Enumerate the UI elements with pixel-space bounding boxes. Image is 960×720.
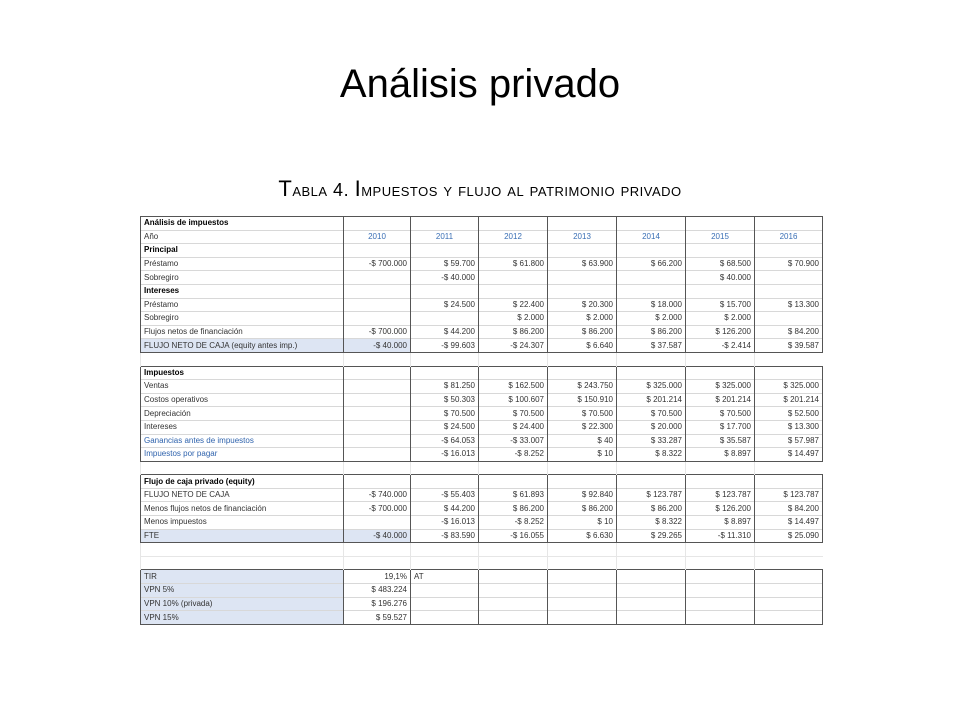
- value-cell: -$ 16.013: [411, 448, 479, 462]
- empty-cell: [617, 217, 686, 231]
- caption-word: abla 4.: [292, 180, 355, 200]
- value-cell: -$ 2.414: [686, 339, 755, 353]
- empty-cell: [755, 461, 823, 475]
- empty-cell: [411, 475, 479, 489]
- value-cell: $ 70.500: [411, 407, 479, 421]
- empty-cell: [548, 475, 617, 489]
- result-value: $ 59.527: [344, 611, 411, 625]
- value-cell: $ 61.800: [479, 257, 548, 271]
- value-cell: $ 14.497: [755, 448, 823, 462]
- empty-cell: [686, 217, 755, 231]
- result-note: [411, 584, 479, 598]
- value-cell: -$ 24.307: [479, 339, 548, 353]
- empty-cell: [548, 543, 617, 557]
- empty-cell: [686, 352, 755, 366]
- section-title-row: [141, 217, 823, 231]
- value-cell: -$ 33.007: [479, 434, 548, 448]
- value-cell: [344, 434, 411, 448]
- value-cell: -$ 8.252: [479, 448, 548, 462]
- row-label: FTE: [141, 529, 344, 543]
- empty-cell: [548, 366, 617, 380]
- result-row: [141, 611, 823, 625]
- caption-initial: T: [278, 176, 293, 201]
- empty-cell: [141, 556, 344, 570]
- value-cell: $ 84.200: [755, 325, 823, 339]
- value-cell: $ 8.897: [686, 516, 755, 530]
- value-cell: -$ 11.310: [686, 529, 755, 543]
- empty-cell: [479, 461, 548, 475]
- value-cell: [344, 393, 411, 407]
- value-cell: [479, 271, 548, 285]
- empty-cell: [617, 543, 686, 557]
- table-row: [141, 448, 823, 462]
- empty-cell: [617, 570, 686, 584]
- empty-row: [141, 543, 823, 557]
- year-cell: 2011: [411, 230, 479, 244]
- empty-cell: [479, 352, 548, 366]
- value-cell: $ 86.200: [479, 325, 548, 339]
- value-cell: $ 22.300: [548, 420, 617, 434]
- table-row: [141, 271, 823, 285]
- table-row: [141, 393, 823, 407]
- empty-cell: [479, 284, 548, 298]
- value-cell: [344, 448, 411, 462]
- table-row: [141, 407, 823, 421]
- value-cell: $ 2.000: [617, 312, 686, 326]
- value-cell: [344, 420, 411, 434]
- value-cell: $ 86.200: [479, 502, 548, 516]
- value-cell: $ 100.607: [479, 393, 548, 407]
- value-cell: $ 40: [548, 434, 617, 448]
- table-row: [141, 529, 823, 543]
- row-label: Sobregiro: [141, 312, 344, 326]
- empty-cell: [548, 570, 617, 584]
- empty-cell: [344, 284, 411, 298]
- value-cell: $ 14.497: [755, 516, 823, 530]
- empty-cell: [686, 475, 755, 489]
- result-label: VPN 10% (privada): [141, 597, 344, 611]
- result-note: [411, 597, 479, 611]
- value-cell: $ 2.000: [548, 312, 617, 326]
- empty-cell: [479, 244, 548, 258]
- empty-row: [141, 461, 823, 475]
- empty-cell: [617, 584, 686, 598]
- value-cell: -$ 40.000: [344, 339, 411, 353]
- table-row: [141, 339, 823, 353]
- value-cell: $ 126.200: [686, 502, 755, 516]
- section-title: Intereses: [141, 284, 344, 298]
- value-cell: $ 44.200: [411, 502, 479, 516]
- value-cell: [617, 271, 686, 285]
- value-cell: -$ 83.590: [411, 529, 479, 543]
- empty-cell: [411, 217, 479, 231]
- value-cell: $ 201.214: [686, 393, 755, 407]
- value-cell: -$ 740.000: [344, 488, 411, 502]
- value-cell: $ 150.910: [548, 393, 617, 407]
- empty-cell: [755, 611, 823, 625]
- empty-cell: [548, 597, 617, 611]
- empty-cell: [344, 217, 411, 231]
- row-label: Préstamo: [141, 257, 344, 271]
- value-cell: -$ 40.000: [344, 529, 411, 543]
- empty-cell: [344, 352, 411, 366]
- result-value: 19,1%: [344, 570, 411, 584]
- empty-cell: [686, 284, 755, 298]
- value-cell: $ 162.500: [479, 380, 548, 394]
- value-cell: $ 70.500: [548, 407, 617, 421]
- value-cell: $ 70.500: [617, 407, 686, 421]
- section-title-row: [141, 475, 823, 489]
- empty-cell: [617, 461, 686, 475]
- empty-cell: [686, 244, 755, 258]
- empty-cell: [344, 461, 411, 475]
- value-cell: $ 13.300: [755, 298, 823, 312]
- value-cell: $ 243.750: [548, 380, 617, 394]
- value-cell: $ 10: [548, 448, 617, 462]
- value-cell: $ 44.200: [411, 325, 479, 339]
- empty-cell: [344, 366, 411, 380]
- value-cell: $ 70.500: [479, 407, 548, 421]
- value-cell: $ 325.000: [755, 380, 823, 394]
- value-cell: [344, 298, 411, 312]
- empty-cell: [479, 570, 548, 584]
- value-cell: $ 20.000: [617, 420, 686, 434]
- empty-cell: [479, 611, 548, 625]
- empty-cell: [686, 461, 755, 475]
- empty-cell: [755, 543, 823, 557]
- empty-cell: [479, 556, 548, 570]
- result-label: VPN 5%: [141, 584, 344, 598]
- empty-cell: [141, 352, 344, 366]
- spreadsheet: [140, 216, 822, 625]
- value-cell: $ 201.214: [617, 393, 686, 407]
- value-cell: -$ 55.403: [411, 488, 479, 502]
- empty-cell: [686, 543, 755, 557]
- year-header-row: [141, 230, 823, 244]
- result-row: [141, 597, 823, 611]
- empty-cell: [548, 611, 617, 625]
- empty-cell: [755, 284, 823, 298]
- section-title: Flujo de caja privado (equity): [141, 475, 344, 489]
- row-label: Intereses: [141, 420, 344, 434]
- value-cell: -$ 700.000: [344, 325, 411, 339]
- empty-cell: [755, 556, 823, 570]
- empty-cell: [548, 584, 617, 598]
- value-cell: $ 50.303: [411, 393, 479, 407]
- value-cell: $ 24.400: [479, 420, 548, 434]
- empty-cell: [686, 597, 755, 611]
- empty-cell: [755, 475, 823, 489]
- row-label: Impuestos por pagar: [141, 448, 344, 462]
- value-cell: [344, 380, 411, 394]
- row-label: Flujos netos de financiación: [141, 325, 344, 339]
- value-cell: $ 325.000: [686, 380, 755, 394]
- empty-cell: [617, 366, 686, 380]
- year-cell: 2015: [686, 230, 755, 244]
- year-cell: 2013: [548, 230, 617, 244]
- empty-cell: [686, 556, 755, 570]
- value-cell: $ 39.587: [755, 339, 823, 353]
- table-row: [141, 325, 823, 339]
- value-cell: $ 13.300: [755, 420, 823, 434]
- value-cell: $ 6.630: [548, 529, 617, 543]
- value-cell: [548, 271, 617, 285]
- empty-cell: [755, 584, 823, 598]
- value-cell: $ 6.640: [548, 339, 617, 353]
- table-row: [141, 298, 823, 312]
- value-cell: $ 86.200: [617, 502, 686, 516]
- value-cell: [755, 271, 823, 285]
- value-cell: $ 201.214: [755, 393, 823, 407]
- value-cell: $ 86.200: [617, 325, 686, 339]
- empty-cell: [411, 461, 479, 475]
- empty-cell: [617, 244, 686, 258]
- result-note: AT: [411, 570, 479, 584]
- table-row: [141, 434, 823, 448]
- caption-rest: mpuestos y flujo al patrimonio privado: [361, 180, 682, 200]
- value-cell: $ 24.500: [411, 420, 479, 434]
- empty-cell: [344, 475, 411, 489]
- empty-cell: [617, 556, 686, 570]
- caption-initial-2: I: [354, 176, 362, 201]
- value-cell: [344, 312, 411, 326]
- empty-cell: [617, 475, 686, 489]
- value-cell: $ 63.900: [548, 257, 617, 271]
- empty-cell: [411, 284, 479, 298]
- row-label: Menos flujos netos de financiación: [141, 502, 344, 516]
- value-cell: -$ 64.053: [411, 434, 479, 448]
- empty-cell: [479, 217, 548, 231]
- empty-cell: [617, 284, 686, 298]
- value-cell: $ 123.787: [617, 488, 686, 502]
- row-label: Préstamo: [141, 298, 344, 312]
- result-value: $ 483.224: [344, 584, 411, 598]
- value-cell: $ 325.000: [617, 380, 686, 394]
- value-cell: $ 81.250: [411, 380, 479, 394]
- empty-cell: [411, 244, 479, 258]
- table-row: [141, 312, 823, 326]
- value-cell: $ 70.500: [686, 407, 755, 421]
- empty-cell: [344, 244, 411, 258]
- table-caption: [0, 176, 960, 202]
- row-label: Sobregiro: [141, 271, 344, 285]
- empty-cell: [548, 244, 617, 258]
- value-cell: [411, 312, 479, 326]
- empty-cell: [479, 597, 548, 611]
- empty-row: [141, 556, 823, 570]
- value-cell: $ 8.897: [686, 448, 755, 462]
- section-title: Análisis de impuestos: [141, 217, 344, 231]
- table-row: [141, 420, 823, 434]
- section-title-row: [141, 284, 823, 298]
- empty-cell: [755, 244, 823, 258]
- empty-row: [141, 352, 823, 366]
- result-label: VPN 15%: [141, 611, 344, 625]
- value-cell: $ 15.700: [686, 298, 755, 312]
- year-cell: 2016: [755, 230, 823, 244]
- value-cell: $ 84.200: [755, 502, 823, 516]
- empty-cell: [548, 284, 617, 298]
- row-label: Costos operativos: [141, 393, 344, 407]
- empty-cell: [755, 352, 823, 366]
- tax-analysis-table: [140, 216, 823, 625]
- value-cell: $ 70.900: [755, 257, 823, 271]
- empty-cell: [755, 217, 823, 231]
- empty-cell: [755, 597, 823, 611]
- value-cell: $ 2.000: [686, 312, 755, 326]
- value-cell: $ 40.000: [686, 271, 755, 285]
- value-cell: $ 59.700: [411, 257, 479, 271]
- empty-cell: [479, 475, 548, 489]
- value-cell: $ 86.200: [548, 325, 617, 339]
- table-row: [141, 516, 823, 530]
- row-label: FLUJO NETO DE CAJA: [141, 488, 344, 502]
- empty-cell: [617, 597, 686, 611]
- empty-cell: [755, 366, 823, 380]
- year-label: Año: [141, 230, 344, 244]
- value-cell: $ 35.587: [686, 434, 755, 448]
- value-cell: [344, 271, 411, 285]
- empty-cell: [411, 543, 479, 557]
- empty-cell: [479, 584, 548, 598]
- row-label: Menos impuestos: [141, 516, 344, 530]
- value-cell: $ 86.200: [548, 502, 617, 516]
- empty-cell: [686, 366, 755, 380]
- result-note: [411, 611, 479, 625]
- row-label: FLUJO NETO DE CAJA (equity antes imp.): [141, 339, 344, 353]
- year-cell: 2012: [479, 230, 548, 244]
- value-cell: -$ 99.603: [411, 339, 479, 353]
- row-label: Ganancias antes de impuestos: [141, 434, 344, 448]
- result-value: $ 196.276: [344, 597, 411, 611]
- table-row: [141, 257, 823, 271]
- value-cell: -$ 8.252: [479, 516, 548, 530]
- value-cell: $ 92.840: [548, 488, 617, 502]
- value-cell: -$ 700.000: [344, 257, 411, 271]
- value-cell: $ 24.500: [411, 298, 479, 312]
- value-cell: $ 29.265: [617, 529, 686, 543]
- value-cell: $ 18.000: [617, 298, 686, 312]
- empty-cell: [411, 556, 479, 570]
- empty-cell: [344, 556, 411, 570]
- empty-cell: [344, 543, 411, 557]
- value-cell: $ 68.500: [686, 257, 755, 271]
- empty-cell: [548, 461, 617, 475]
- value-cell: $ 126.200: [686, 325, 755, 339]
- value-cell: $ 123.787: [755, 488, 823, 502]
- value-cell: $ 8.322: [617, 516, 686, 530]
- value-cell: $ 22.400: [479, 298, 548, 312]
- section-title-row: [141, 244, 823, 258]
- year-cell: 2014: [617, 230, 686, 244]
- table-row: [141, 380, 823, 394]
- result-row: [141, 584, 823, 598]
- result-label: TIR: [141, 570, 344, 584]
- value-cell: -$ 700.000: [344, 502, 411, 516]
- empty-cell: [479, 366, 548, 380]
- value-cell: -$ 16.055: [479, 529, 548, 543]
- row-label: Depreciación: [141, 407, 344, 421]
- value-cell: $ 57.987: [755, 434, 823, 448]
- value-cell: $ 33.287: [617, 434, 686, 448]
- empty-cell: [755, 570, 823, 584]
- empty-cell: [686, 611, 755, 625]
- empty-cell: [479, 543, 548, 557]
- value-cell: $ 8.322: [617, 448, 686, 462]
- value-cell: $ 61.893: [479, 488, 548, 502]
- empty-cell: [411, 352, 479, 366]
- empty-cell: [548, 217, 617, 231]
- result-row: [141, 570, 823, 584]
- empty-cell: [548, 556, 617, 570]
- empty-cell: [617, 352, 686, 366]
- section-title-row: [141, 366, 823, 380]
- value-cell: $ 20.300: [548, 298, 617, 312]
- value-cell: $ 66.200: [617, 257, 686, 271]
- empty-cell: [411, 366, 479, 380]
- year-cell: 2010: [344, 230, 411, 244]
- empty-cell: [141, 543, 344, 557]
- slide-title: Análisis privado: [339, 62, 621, 106]
- value-cell: $ 37.587: [617, 339, 686, 353]
- value-cell: [755, 312, 823, 326]
- table-row: [141, 502, 823, 516]
- empty-cell: [686, 570, 755, 584]
- value-cell: -$ 40.000: [411, 271, 479, 285]
- section-title: Principal: [141, 244, 344, 258]
- value-cell: $ 2.000: [479, 312, 548, 326]
- value-cell: $ 123.787: [686, 488, 755, 502]
- value-cell: $ 25.090: [755, 529, 823, 543]
- value-cell: $ 52.500: [755, 407, 823, 421]
- section-title: Impuestos: [141, 366, 344, 380]
- value-cell: [344, 516, 411, 530]
- empty-cell: [141, 461, 344, 475]
- value-cell: $ 17.700: [686, 420, 755, 434]
- empty-cell: [548, 352, 617, 366]
- value-cell: [344, 407, 411, 421]
- table-row: [141, 488, 823, 502]
- empty-cell: [617, 611, 686, 625]
- value-cell: $ 10: [548, 516, 617, 530]
- empty-cell: [686, 584, 755, 598]
- value-cell: -$ 16.013: [411, 516, 479, 530]
- row-label: Ventas: [141, 380, 344, 394]
